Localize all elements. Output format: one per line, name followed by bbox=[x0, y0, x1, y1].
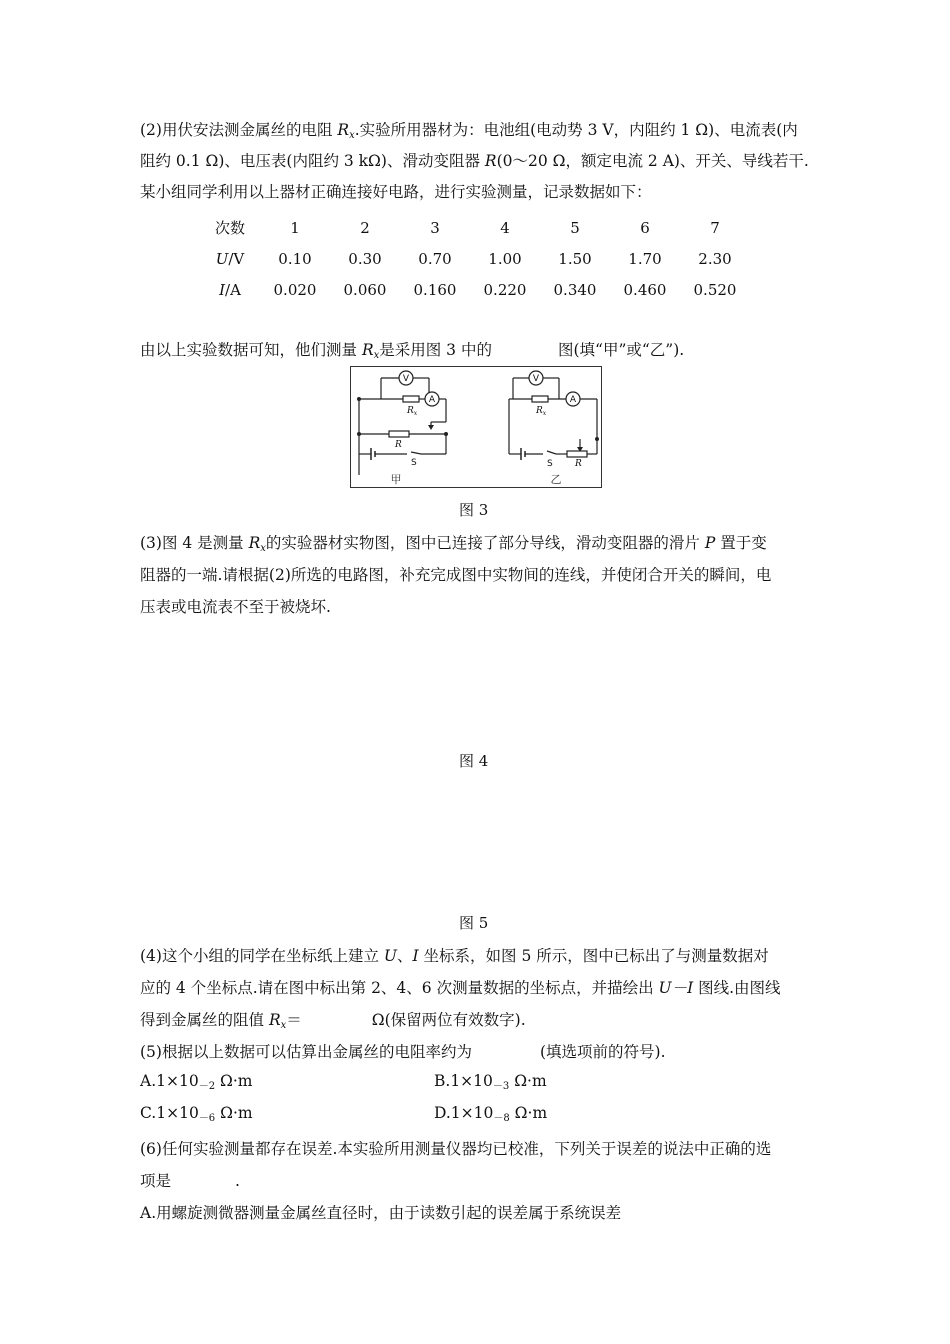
q5-option-b: $B.1\times 10_{-3}$ Ω·m bbox=[434, 1072, 547, 1092]
voltmeter-left-label: V bbox=[402, 374, 410, 384]
figure-4-caption: 图 4 bbox=[459, 752, 489, 770]
switch-right-label: S bbox=[547, 459, 553, 469]
table-cell: 2 bbox=[360, 218, 370, 237]
figure-3-caption: 图 3 bbox=[459, 501, 489, 519]
ammeter-right-label: A bbox=[569, 395, 577, 405]
resistor-rx-left bbox=[403, 396, 419, 402]
q2-line1: (2)用伏安法测金属丝的电阻 $R_x$.实验所用器材为：电池组(电动势 3 V，内阻约 1 Ω)、电流表(内 bbox=[140, 121, 798, 141]
figure-3-circuits bbox=[350, 366, 602, 488]
q6-line2: 项是 . bbox=[140, 1172, 240, 1190]
figure-3-right-label: 乙 bbox=[550, 473, 562, 486]
voltmeter-right-label: V bbox=[532, 374, 540, 384]
table-cell: 0.520 bbox=[693, 280, 737, 299]
table-cell: 0.70 bbox=[418, 249, 452, 268]
q3-line1: (3)图 4 是测量 $R_x$的实验器材实物图，图中已连接了部分导线，滑动变阻器的滑片 P 置于变 bbox=[140, 534, 767, 554]
q3-line2: 阻器的一端.请根据(2)所选的电路图，补充完成图中实物间的连线，并使闭合开关的瞬间，电 bbox=[140, 566, 772, 584]
figure-3-left-label: 甲 bbox=[390, 473, 402, 486]
q5-option-c: $C.1\times 10_{-6}$ Ω·m bbox=[140, 1104, 253, 1124]
table-cell: 0.340 bbox=[553, 280, 597, 299]
rheostat-right bbox=[567, 451, 587, 457]
ammeter-left-label: A bbox=[428, 395, 436, 405]
table-cell: 0.160 bbox=[413, 280, 457, 299]
q5-option-d: $D.1\times 10_{-8}$ Ω·m bbox=[434, 1104, 548, 1124]
table-row-current bbox=[200, 274, 750, 305]
table-cell: 0.060 bbox=[343, 280, 387, 299]
table-cell: 0.30 bbox=[348, 249, 382, 268]
table-cell: 1 bbox=[290, 218, 300, 237]
table-cell: 1.70 bbox=[628, 249, 662, 268]
table-cell: 5 bbox=[570, 218, 580, 237]
table-cell: 0.460 bbox=[623, 280, 667, 299]
table-row-voltage bbox=[200, 243, 750, 274]
resistor-rx-right bbox=[532, 396, 548, 402]
rheostat-left bbox=[389, 431, 409, 437]
q2-question: 由以上实验数据可知，他们测量 $R_x$是采用图 3 中的 图(填“甲”或“乙”). bbox=[140, 341, 685, 361]
table-cell: 0.020 bbox=[273, 280, 317, 299]
q5-option-a: $A.1\times 10_{-2}$ Ω·m bbox=[140, 1072, 253, 1092]
table-cell: 6 bbox=[640, 218, 650, 237]
table-cell: 4 bbox=[500, 218, 510, 237]
q2-line3: 某小组同学利用以上器材正确连接好电路，进行实验测量，记录数据如下： bbox=[140, 183, 652, 201]
table-header-row bbox=[200, 212, 750, 243]
rheostat-left-label: R bbox=[395, 440, 402, 450]
rx-left-label: $R_x$ bbox=[407, 406, 418, 417]
table-cell: 0.10 bbox=[278, 249, 312, 268]
q5-stem: (5)根据以上数据可以估算出金属丝的电阻率约为 (填选项前的符号). bbox=[140, 1043, 666, 1061]
table-cell: 0.220 bbox=[483, 280, 527, 299]
q6-line1: (6)任何实验测量都存在误差.本实验所用测量仪器均已校准，下列关于误差的说法中正确的选 bbox=[140, 1140, 772, 1158]
table-cell: 2.30 bbox=[698, 249, 732, 268]
data-table bbox=[200, 212, 750, 305]
q4-line3: 得到金属丝的阻值 $R_x= \Omega$(保留两位有效数字). bbox=[140, 1011, 526, 1031]
q4-line1: (4)这个小组的同学在坐标纸上建立 U、I 坐标系，如图 5 所示，图中已标出了与测量数据对 bbox=[140, 947, 769, 965]
q4-line2: 应的 4 个坐标点.请在图中标出第 2、4、6 次测量数据的坐标点，并描绘出 U－I 图线.由图线 bbox=[140, 979, 781, 997]
rheostat-right-label: R bbox=[575, 459, 582, 469]
table-cell: 7 bbox=[710, 218, 720, 237]
q6-option-a: A.用螺旋测微器测量金属丝直径时，由于读数引起的误差属于系统误差 bbox=[140, 1204, 622, 1222]
q2-line2: 阻约 0.1 Ω)、电压表(内阻约 3 kΩ)、滑动变阻器 R(0～20 Ω，额定电流 2 A)、开关、导线若干. bbox=[140, 152, 809, 170]
table-header-label: 次数 bbox=[214, 219, 245, 237]
rx-right-label: $R_x$ bbox=[536, 406, 547, 417]
figure-5-caption: 图 5 bbox=[459, 914, 489, 932]
switch-left-label: S bbox=[411, 458, 417, 468]
q3-line3: 压表或电流表不至于被烧坏. bbox=[140, 598, 331, 616]
table-cell: 1.50 bbox=[558, 249, 592, 268]
table-cell: 1.00 bbox=[488, 249, 522, 268]
circuit-diagram-svg bbox=[351, 367, 601, 487]
voltage-row-label: U/V bbox=[215, 249, 245, 268]
table-cell: 3 bbox=[430, 218, 440, 237]
current-row-label: I/A bbox=[219, 280, 241, 299]
